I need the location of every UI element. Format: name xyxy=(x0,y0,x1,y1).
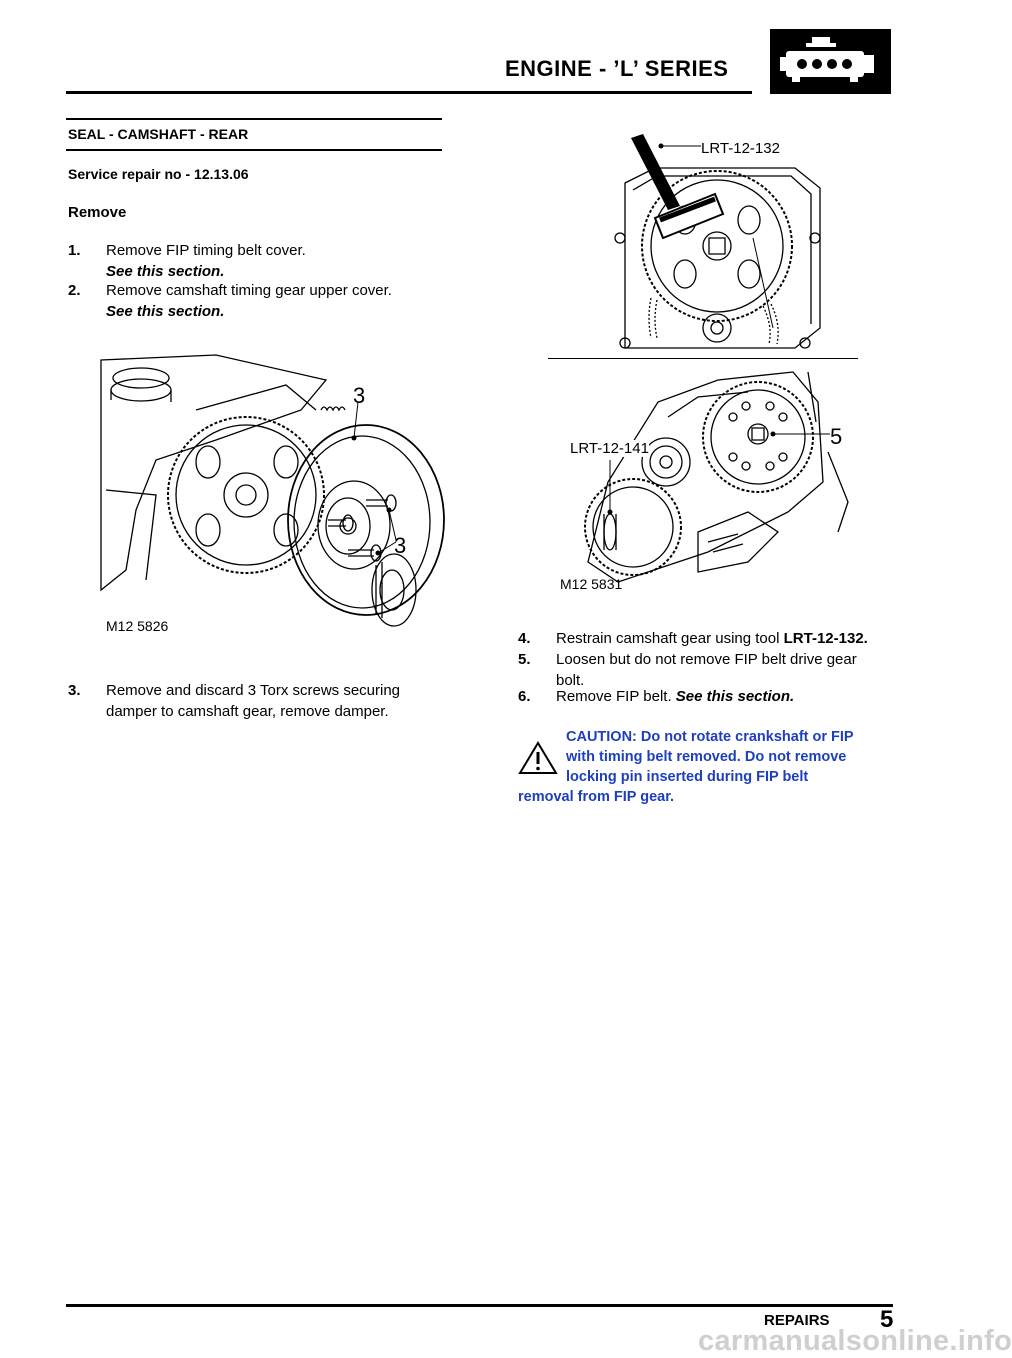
engine-icon xyxy=(770,29,891,94)
footer-section-label: REPAIRS xyxy=(764,1312,830,1329)
step-5-text-line2: bolt. xyxy=(556,672,585,689)
step-6-reference-link[interactable]: See this section. xyxy=(675,688,795,705)
step-3-text-line2: damper to camshaft gear, remove damper. xyxy=(106,703,389,720)
figure-divider xyxy=(548,358,858,359)
warning-triangle-graphic xyxy=(518,740,558,776)
step-2 xyxy=(68,280,448,324)
header-rule xyxy=(66,91,752,94)
step-1-text: Remove FIP timing belt cover. xyxy=(106,242,306,259)
engine-icon-graphic xyxy=(770,29,891,94)
figure-left-callout-3-top: 3 xyxy=(353,383,366,408)
step-4-tool-reference: LRT-12-132. xyxy=(783,630,868,647)
step-1 xyxy=(68,240,448,284)
step-4-text xyxy=(556,628,868,649)
step-4 xyxy=(518,628,898,650)
figure-right-caption: M12 5831 xyxy=(560,576,623,592)
figure-right-callout-5: 5 xyxy=(830,424,843,449)
warning-triangle-icon xyxy=(518,740,558,776)
figure-restrain-camshaft xyxy=(595,128,865,358)
figure-loosen-gear-bolt xyxy=(548,362,868,597)
step-6-text-plain: Remove FIP belt. xyxy=(556,688,672,705)
service-repair-number: Service repair no - 12.13.06 xyxy=(68,166,249,182)
caution-line-2: with timing belt removed. Do not remove xyxy=(566,749,847,765)
step-5-number: 5. xyxy=(518,651,531,668)
remove-subheading: Remove xyxy=(68,204,127,221)
step-3-text-line1: Remove and discard 3 Torx screws securing xyxy=(106,682,401,699)
step-2-text: Remove camshaft timing gear upper cover. xyxy=(106,282,392,299)
step-5-text-line1: Loosen but do not remove FIP belt drive gear xyxy=(556,651,857,668)
step-2-reference-link[interactable]: See this section. xyxy=(106,303,225,320)
step-1-number: 1. xyxy=(68,242,81,259)
step-6-text xyxy=(556,686,794,707)
figure-left-caption: M12 5826 xyxy=(106,618,169,634)
step-6 xyxy=(518,686,898,708)
watermark-text: carmanualsonline.info xyxy=(698,1325,1012,1357)
step-3-number: 3. xyxy=(68,682,81,699)
restrain-camshaft-illustration xyxy=(595,128,865,358)
step-4-text-plain: Restrain camshaft gear using tool xyxy=(556,630,784,647)
damper-removal-illustration xyxy=(96,350,436,640)
step-4-number: 4. xyxy=(518,630,531,647)
step-2-number: 2. xyxy=(68,282,81,299)
tool-label-lrt-12-141: LRT-12-141 xyxy=(570,440,649,457)
page-header-title: ENGINE - ’L’ SERIES xyxy=(505,56,729,81)
section-title: SEAL - CAMSHAFT - REAR xyxy=(68,126,249,142)
page-number: 5 xyxy=(880,1306,894,1333)
loosen-gear-bolt-illustration xyxy=(548,362,868,597)
tool-label-lrt-12-132: LRT-12-132 xyxy=(701,140,780,157)
caution-line-4: removal from FIP gear. xyxy=(518,789,675,805)
figure-damper-removal xyxy=(96,350,436,640)
footer-rule xyxy=(66,1304,893,1307)
section-rule-bottom xyxy=(66,149,442,151)
caution-line-3: locking pin inserted during FIP belt xyxy=(566,769,809,785)
section-rule-top xyxy=(66,118,442,120)
step-1-reference-link[interactable]: See this section. xyxy=(106,263,225,280)
figure-left-callout-3-bottom: 3 xyxy=(394,533,407,558)
step-3 xyxy=(68,680,448,724)
caution-line-1: CAUTION: Do not rotate crankshaft or FIP xyxy=(566,729,854,745)
step-6-number: 6. xyxy=(518,688,531,705)
